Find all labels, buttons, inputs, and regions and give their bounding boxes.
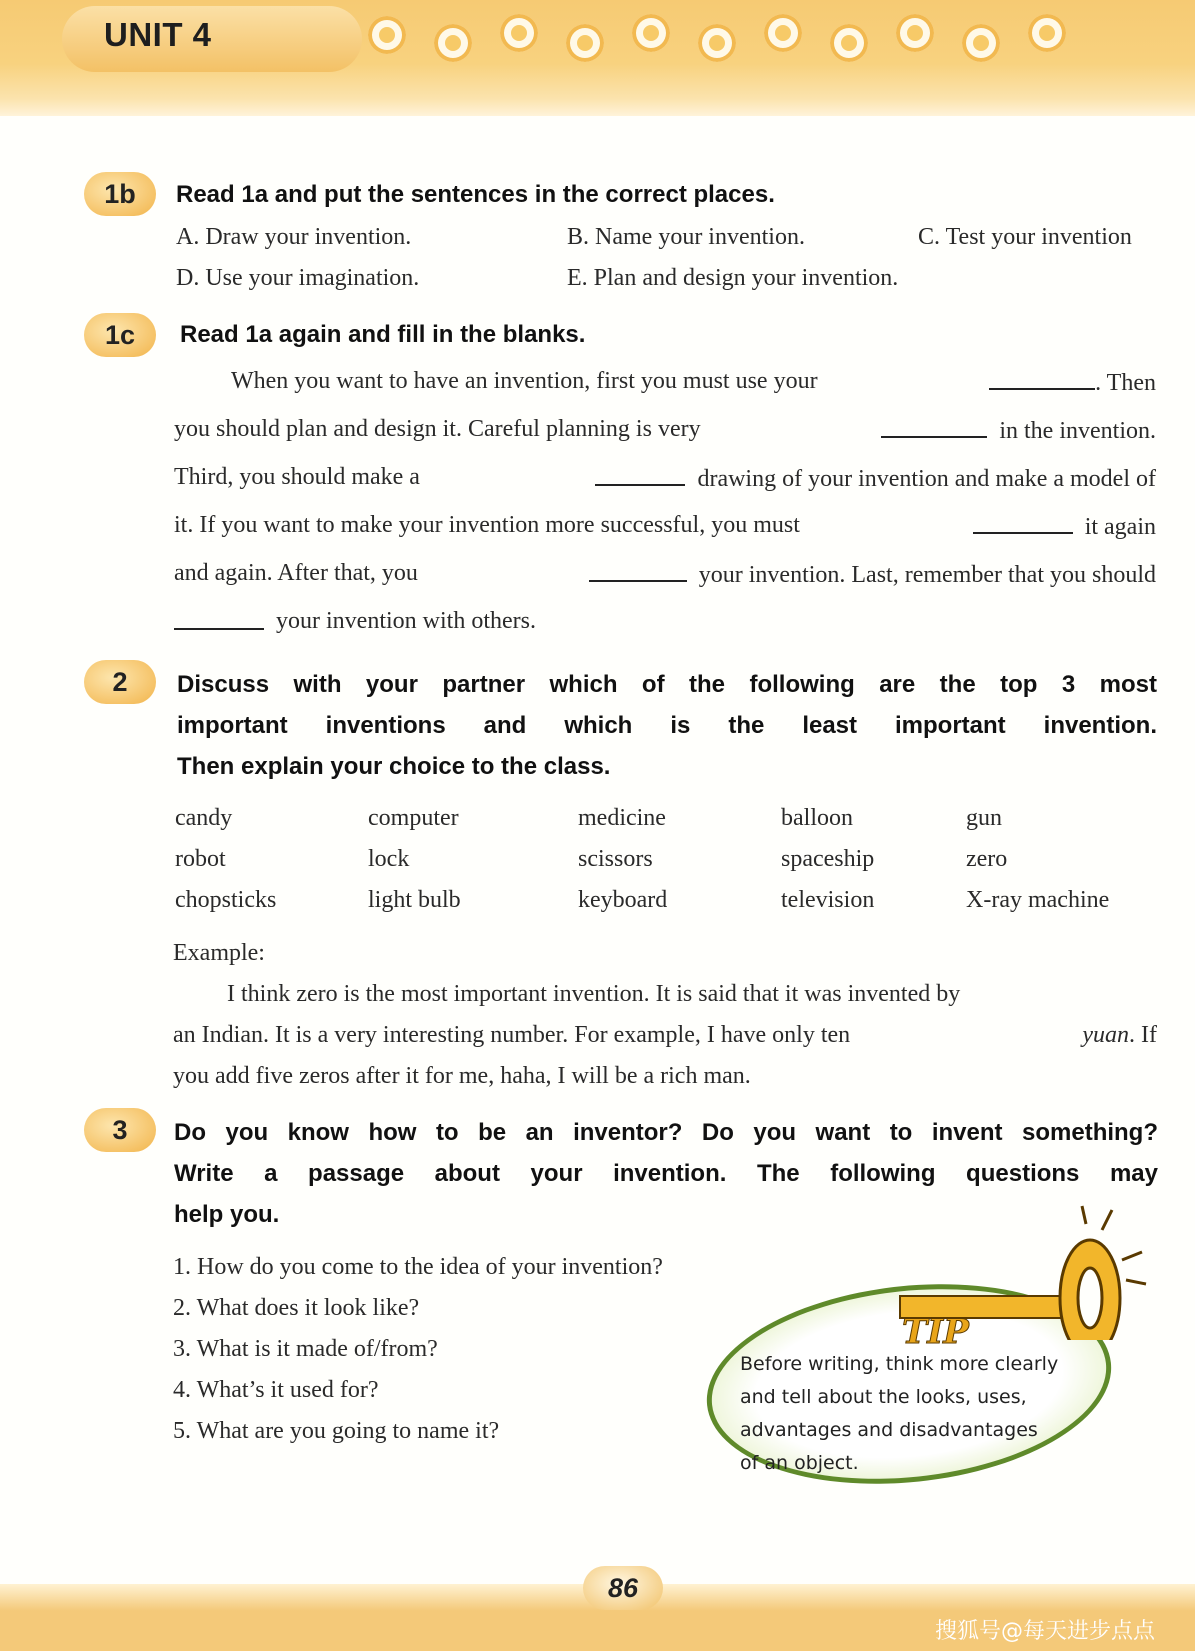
option-b: B. Name your invention. — [567, 224, 805, 250]
word-item: scissors — [578, 846, 653, 872]
answer-blank[interactable] — [881, 416, 987, 438]
tip-title: TIP — [902, 1312, 969, 1352]
paragraph-text: and again. After that, you — [174, 560, 418, 586]
unit-header — [0, 0, 1195, 116]
question-item: 5. What are you going to name it? — [173, 1418, 500, 1444]
answer-blank[interactable] — [595, 464, 685, 486]
instruction-3-line-2: Write a passage about your invention. The following questions may — [174, 1160, 1158, 1187]
instruction-2-line-3: Then explain your choice to the class. — [177, 753, 611, 780]
example-label: Example: — [173, 940, 265, 966]
word-item: chopsticks — [175, 887, 277, 913]
paragraph-text: it. If you want to make your invention more successful, you must — [174, 512, 800, 538]
instruction-3-line-3: help you. — [174, 1201, 280, 1228]
paragraph-text: . Then — [1095, 370, 1156, 396]
word-item: spaceship — [781, 846, 875, 872]
tip-line: and tell about the looks, uses, — [740, 1386, 1027, 1408]
question-item: 3. What is it made of/from? — [173, 1336, 438, 1362]
decorative-dot — [1028, 14, 1066, 52]
word-item: candy — [175, 805, 233, 831]
tip-line: Before writing, think more clearly — [740, 1353, 1059, 1375]
key-shine-ray — [1082, 1206, 1086, 1224]
word-item: lock — [368, 846, 410, 872]
option-a: A. Draw your invention. — [176, 224, 412, 250]
paragraph-line — [231, 368, 1156, 397]
word-item: keyboard — [578, 887, 668, 913]
decorative-dot — [830, 24, 868, 62]
word-item: X-ray machine — [966, 887, 1110, 913]
word-item: computer — [368, 805, 459, 831]
paragraph-line — [174, 608, 1156, 635]
example-text: an Indian. It is a very interesting number. For example, I have only ten — [173, 1022, 851, 1048]
watermark: 搜狐号@每天进步点点 — [935, 1619, 1156, 1644]
answer-blank[interactable] — [973, 512, 1073, 534]
page-number: 86 — [583, 1566, 663, 1610]
paragraph-text: in the invention. — [999, 418, 1156, 444]
tip-line: of an object. — [740, 1452, 859, 1474]
word-item: robot — [175, 846, 226, 872]
instruction-1c: Read 1a again and fill in the blanks. — [180, 321, 586, 348]
question-item: 4. What’s it used for? — [173, 1377, 379, 1403]
exercise-number-1c: 1c — [84, 313, 156, 357]
instruction-2-line-1: Discuss with your partner which of the following are the top 3 most — [177, 671, 1157, 698]
decorative-dot — [698, 24, 736, 62]
answer-blank[interactable] — [589, 560, 687, 582]
answer-blank[interactable] — [989, 368, 1095, 390]
paragraph-text: it again — [1084, 514, 1156, 540]
decorative-dot — [368, 16, 406, 54]
key-shine-ray — [1122, 1252, 1142, 1260]
key-shine-ray — [1102, 1210, 1112, 1230]
decorative-dot — [434, 24, 472, 62]
example-text: you add five zeros after it for me, haha, I will be a rich man. — [173, 1063, 751, 1089]
paragraph-line — [174, 512, 1156, 541]
decorative-dots — [368, 10, 1148, 60]
exercise-number-2: 2 — [84, 660, 156, 704]
decorative-dot — [566, 24, 604, 62]
example-line — [173, 1022, 1157, 1049]
paragraph-line — [174, 464, 1156, 493]
word-item: television — [781, 887, 875, 913]
paragraph-text: your invention. Last, remember that you should — [698, 562, 1156, 588]
decorative-dot — [632, 14, 670, 52]
word-item: zero — [966, 846, 1008, 872]
paragraph-line — [174, 416, 1156, 445]
word-item: balloon — [781, 805, 853, 831]
exercise-number-3: 3 — [84, 1108, 156, 1152]
unit-title: UNIT 4 — [104, 16, 212, 53]
option-d: D. Use your imagination. — [176, 265, 420, 291]
paragraph-text: drawing of your invention and make a model of — [697, 466, 1156, 492]
word-item: gun — [966, 805, 1002, 831]
paragraph-text: your invention with others. — [276, 608, 536, 634]
example-line — [173, 1063, 1157, 1090]
instruction-2-line-2: important inventions and which is the least important invention. — [177, 712, 1157, 739]
paragraph-line — [174, 560, 1156, 589]
exercise-number-1b: 1b — [84, 172, 156, 216]
example-text: . If — [1129, 1022, 1157, 1048]
answer-blank[interactable] — [174, 608, 264, 630]
word-item: light bulb — [368, 887, 461, 913]
example-text: I think zero is the most important invention. It is said that it was invented by — [227, 981, 961, 1007]
example-italic-text: yuan — [1082, 1022, 1130, 1048]
paragraph-text: you should plan and design it. Careful planning is very — [174, 416, 701, 442]
tip-text — [740, 1348, 1058, 1480]
instruction-1b: Read 1a and put the sentences in the correct places. — [176, 181, 775, 208]
paragraph-text: Third, you should make a — [174, 464, 420, 490]
question-item: 1. How do you come to the idea of your invention? — [173, 1254, 663, 1280]
example-line — [227, 981, 1157, 1008]
key-bow-hole — [1078, 1268, 1102, 1328]
decorative-dot — [500, 14, 538, 52]
decorative-dot — [764, 14, 802, 52]
paragraph-text: When you want to have an invention, first you must use your — [231, 368, 818, 394]
decorative-dot — [962, 24, 1000, 62]
word-item: medicine — [578, 805, 666, 831]
question-item: 2. What does it look like? — [173, 1295, 420, 1321]
decorative-dot — [896, 14, 934, 52]
option-c: C. Test your invention — [918, 224, 1132, 250]
option-e: E. Plan and design your invention. — [567, 265, 899, 291]
key-shine-ray — [1126, 1280, 1146, 1284]
tip-line: advantages and disadvantages — [740, 1419, 1038, 1441]
instruction-3-line-1: Do you know how to be an inventor? Do you want to invent something? — [174, 1119, 1158, 1146]
